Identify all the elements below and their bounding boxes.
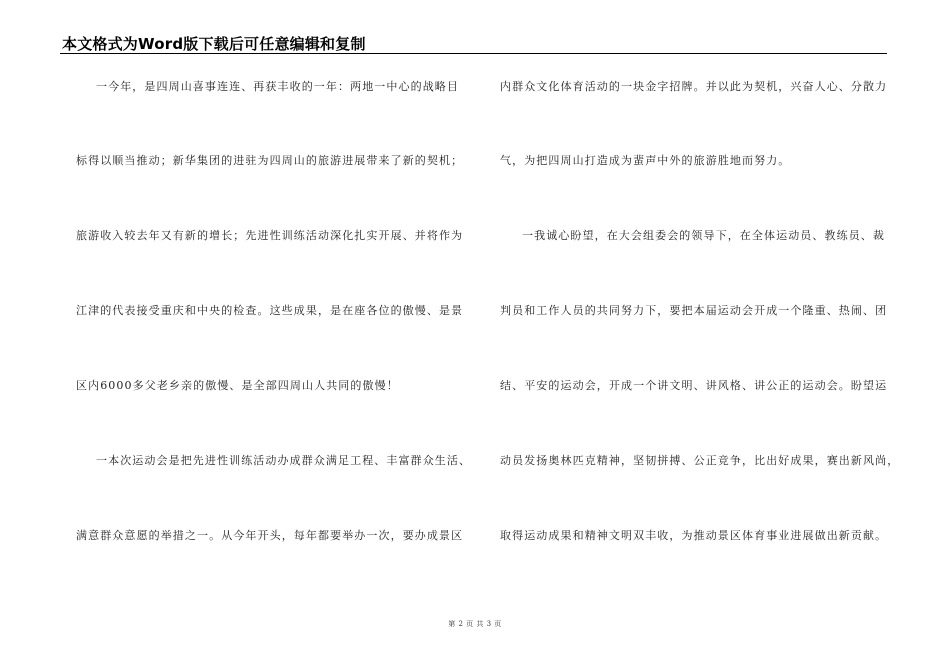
paragraph-line: 一本次运动会是把先进性训练活动办成群众满足工程、丰富群众生活、 <box>96 454 472 467</box>
paragraph-line: 取得运动成果和精神文明双丰收，为推动景区体育事业进展做出新贡献。 <box>500 529 888 542</box>
paragraph-line: 江津的代表接受重庆和中央的检查。这些成果，是在座各位的傲慢、是景 <box>76 304 464 317</box>
document-header-title: 本文格式为Word版下载后可任意编辑和复制 <box>62 35 366 53</box>
paragraph-line: 标得以顺当推动；新华集团的进驻为四周山的旅游进展带来了新的契机； <box>76 154 464 167</box>
page-number-footer: 第 2 页 共 3 页 <box>448 620 502 628</box>
paragraph-line: 判员和工作人员的共同努力下，要把本届运动会开成一个隆重、热闹、团 <box>500 304 888 317</box>
paragraph-line: 内群众文化体育活动的一块金字招牌。并以此为契机，兴奋人心、分散力 <box>500 80 888 93</box>
paragraph-line: 气，为把四周山打造成为蜚声中外的旅游胜地而努力。 <box>500 154 791 167</box>
paragraph-line: 一今年，是四周山喜事连连、再获丰收的一年：两地一中心的战略目 <box>96 80 459 93</box>
paragraph-line: 动员发扬奥林匹克精神，坚韧拼搏、公正竞争，比出好成果，赛出新风尚， <box>500 454 900 467</box>
paragraph-line: 结、平安的运动会，开成一个讲文明、讲风格、讲公正的运动会。盼望运 <box>500 379 888 392</box>
header-divider <box>60 53 887 54</box>
paragraph-line: 满意群众意愿的举措之一。从今年开头，每年都要举办一次，要办成景区 <box>76 529 464 542</box>
paragraph-line: 旅游收入较去年又有新的增长；先进性训练活动深化扎实开展、并将作为 <box>76 229 464 242</box>
paragraph-line: 一我诚心盼望，在大会组委会的领导下，在全体运动员、教练员、裁 <box>522 229 885 242</box>
paragraph-line: 区内6000多父老乡亲的傲慢、是全部四周山人共同的傲慢！ <box>76 379 399 392</box>
